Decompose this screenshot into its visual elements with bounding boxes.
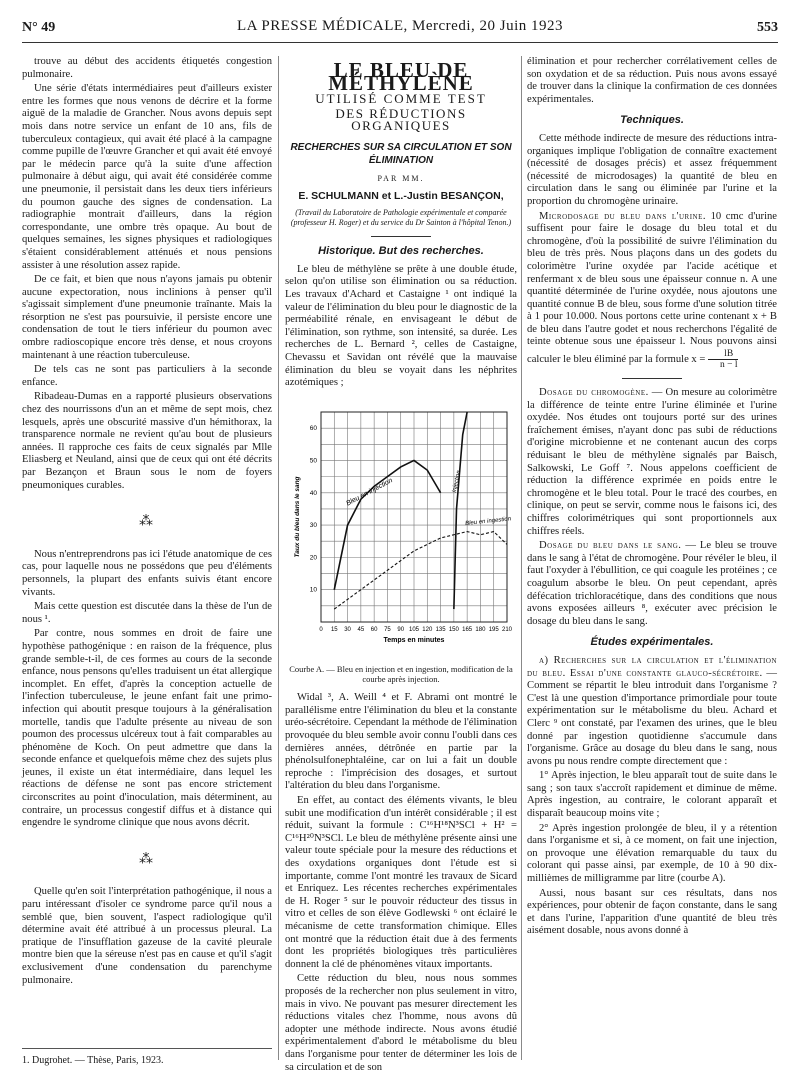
paragraph: Widal ³, A. Weill ⁴ et F. Abrami ont montré le parallélisme entre l'élimination du bleu et la constante uréo-sécrétoire. Cependant la méthode de l'élimination provoquée du bleu semble avoir connu l'oubli dans ces dernières années, détrônée en partie par la phénolsulfonephtaléine, car on lui a fait un double reproche : l'imprécision des dosages, et surtout l'altération du bleu dans l'organisme. <box>285 692 517 792</box>
article-title: LE BLEU DE MÉTHYLÈNE <box>328 58 474 95</box>
paragraph: Quelle qu'en soit l'interprétation pathogénique, il nous a paru intéressant d'isoler ce syndrome parce qu'il nous a semblé que, bien souvent, l'aspect radiologique qu'il détermine avait été attribué à un processus pleural. La pratique de l'insufflation gazeuse de la cavité pleurale montre bien que la séreuse n'est pas en cause et qu'il s'agit exclusivement d'une condensation du parenchyme pulmonaire. <box>22 886 272 986</box>
series-line <box>334 531 507 609</box>
run-in-heading: Dosage du chromogène. <box>539 387 649 399</box>
footnote: 1. Dugrohet. — Thèse, Paris, 1923. <box>22 1048 272 1066</box>
chart-caption: Courbe A. — Bleu en injection et en ingestion, modification de la courbe après injection. <box>289 664 513 685</box>
paragraph-text: — On mesure au colorimètre la différence de teinte entre l'urine éliminée et l'urine oxydée. Nos études ont toujours porté sur des urines fraîchement émises, n'ayant donc pas subi de réductions d'origine microbienne et ne contenant aucun des corps réduisant le bleu de méthylène signalés par Baisch, Salkowski, Le Goff ⁷. Nous appelons coefficient de réduction la différence exprimée en poids entre le chromogène et le bleu total. Pour le tracé des courbes, en clinique, on peut se servir, comme nous le faisons ici, des chiffres colorimétriques qui sont proportionnels aux chiffres réels. <box>527 387 777 537</box>
y-tick-label: 10 <box>309 586 317 594</box>
y-tick-label: 40 <box>309 489 317 497</box>
series-label: Bleu en injection <box>345 476 394 508</box>
x-tick-label: 150 <box>448 626 459 633</box>
col1-paragraphs-3 <box>22 886 272 987</box>
paragraph <box>527 655 777 768</box>
formula-denominator: n − l <box>720 360 738 371</box>
formula <box>708 349 738 370</box>
affiliation: (Travail du Laboratoire de Pathologie expérimentale et comparée (professeur H. Roger) et du service du Dr Sainton à l'hôpital Tenon.) <box>290 208 512 228</box>
x-tick-label: 90 <box>397 626 405 633</box>
paragraph: Une série d'états intermédiaires peut d'ailleurs exister entre les formes que nous venons de décrire et la forme aiguë de la maladie de Grancher. Nous avons depuis sept mois dans notre service un enfant de 10 ans, fils de tuberculeux contagieux, qui avait été placé à la campagne comme pupille de l'œuvre Grancher et qui avait été envoyé par le médecin parce qu'à la suite d'une affection pulmonaire à début aigu, qui avait été considérée comme une pneumonie, il persistait dans les deux tiers inférieurs du poumon gauche des signes de condensation. La radiographie montrait d'ailleurs, dans la région correspondante, une ombre très opaque. Au bout de quelques semaines, les signes physiques et radiologiques s'étaient considérablement atténués et nous pensions assister à une résolution assez rapide. <box>22 83 272 271</box>
x-tick-label: 120 <box>422 626 433 633</box>
paragraph: 2° Après ingestion prolongée de bleu, il y a rétention dans l'organisme et si, à ce moment, on fait une injection, on provoque une élévation remarquable du taux du colorant qui passe ainsi, par exemple, de 10 à 90 dix-millièmes de milligramme par litre (courbe A). <box>527 822 777 885</box>
article-heading <box>285 58 517 237</box>
paragraph: De ce fait, et bien que nous n'ayons jamais pu obtenir aucune expectoration, nous inclinions à penser qu'il s'agissait simplement d'une pneumonie traînante. Mais la résorption ne s'est pas poursuivie, il persiste encore une condensation de tout le tiers inférieur du poumon avec ombre radioscopique encore très dense, et nous croyons maintenant à une réaction tuberculeuse. <box>22 274 272 361</box>
authors: E. SCHULMANN et L.-Justin BESANÇON, <box>298 189 504 202</box>
x-tick-label: 30 <box>344 626 351 633</box>
asterism: ⁂ <box>139 851 155 867</box>
journal-title: LA PRESSE MÉDICALE, Mercredi, 20 Juin 1923 <box>237 18 563 34</box>
paragraph: Aussi, nous basant sur ces résultats, dans nos expériences, pour obtenir de façon constante, dans le sang et dans l'urine, l'apparition d'une quantité de bleu très aisément dosable, nous avons donné à <box>527 887 777 937</box>
paragraph: 1° Après injection, le bleu apparaît tout de suite dans le sang ; son taux s'accroît rapidement et diminue de même. Après ingestion, au contraire, le colorant apparaît et disparaît beaucoup moins vite ; <box>527 770 777 820</box>
paragraph: élimination et pour rechercher corrélativement celles de son oxydation et de sa réduction. Puis nous avons essayé de trouver dans la clinique la confirmation de ces données expérimentales. <box>527 56 777 105</box>
paragraph-text: — Comment se répartit le bleu introduit dans l'organisme ? C'est là une question d'importance primordiale pour toute expérimentation sur le métabolisme du bleu. Achard et Clerc ⁹ ont constaté, par l'examen des urines, que le bleu donné par ingestion quotidienne s'accumule dans l'organisme. Grâce au dosage du bleu dans le sang, nous avons pu nous rendre compte directement que : <box>527 667 777 767</box>
x-tick-label: 45 <box>357 626 365 633</box>
column-middle <box>285 56 517 1076</box>
x-tick-label: 60 <box>370 626 378 633</box>
byline-par: PAR MM. <box>377 173 425 183</box>
x-tick-label: 195 <box>488 626 499 633</box>
run-in-heading: a) Recherches sur la circulation et l'élimination du bleu. Essai d'une constante glauco-sécrétoire. <box>527 654 777 679</box>
curve-a-chart <box>285 398 517 658</box>
paragraph-text: — Le bleu se trouve dans le sang à l'état de chromogène. Pour révéler le bleu, il faut l'oxyder à l'ébullition, ce qui coagule les protéines ; ce coagulum absorbe le bleu. On peut cependant, après défécation trichloracétique, dans des conditions que nous avons exposées ailleurs ⁸, exécuter avec précision le dosage du bleu dans le sang. <box>527 540 778 627</box>
col1-paragraphs-2 <box>22 549 272 830</box>
y-axis-label: Taux du bleu dans le sang <box>294 476 301 558</box>
x-axis-label: Temps en minutes <box>383 636 445 644</box>
x-tick-label: 135 <box>435 626 446 633</box>
section-heading: Études expérimentales. <box>590 636 714 649</box>
paragraph: Nous n'entreprendrons pas ici l'étude anatomique de ces cas, pour laquelle nous ne possédons que peu d'éléments personnels, la plupart des enfants suivis étant encore vivants. <box>22 548 272 598</box>
column-left <box>22 56 272 1060</box>
asterism: ⁂ <box>139 514 155 530</box>
section-heading: Historique. But des recherches. <box>318 245 484 258</box>
y-tick-label: 60 <box>309 424 317 432</box>
x-tick-label: 105 <box>408 626 420 633</box>
paragraph: Cette réduction du bleu, nous nous sommes proposés de la rechercher non plus seulement in vitro, mais in vivo. Ne pouvant pas mesurer directement les réductions vitales chez l'homme, nous avons dû adopter une méthode indirecte. Nous avons étudié expérimentalement d'abord le métabolisme du bleu dans l'organisme pour tenter de déterminer les lois de sa circulation et de son <box>285 973 517 1073</box>
paragraph <box>527 211 777 371</box>
article-subtitle: DES RÉDUCTIONS ORGANIQUES <box>335 105 467 134</box>
y-tick-label: 20 <box>309 554 317 562</box>
paragraph-text: 10 cmc d'urine suffisent pour faire le dosage du bleu total et du chromogène, d'où la possibilité de suivre l'élimination du bleu de très près. Nous plaçons dans un des godets du colorimètre l'urine oxydée par l'acide acétique et renfermant x de bleu sous une épaisseur connue n. A une quantité déterminée de l'urine oxydée, nous ajoutons une quantité connue B de bleu, sous forme d'une solution titrée à 1 pour 10.000. Nous portons cette urine contenant x + B de bleu dans l'autre godet et nous recherchons l'égalité de teinte obtenue sous une épaisseur l. Nous pouvons ainsi calculer le bleu éliminé par la formule x = <box>527 210 778 365</box>
series-label: Injection <box>451 469 463 493</box>
article-subtitle: UTILISÉ COMME TEST <box>315 91 487 107</box>
section-heading: Techniques. <box>620 114 684 127</box>
x-tick-label: 180 <box>475 626 486 633</box>
column-divider <box>278 56 279 1060</box>
x-tick-label: 0 <box>319 626 323 633</box>
column-divider <box>521 56 522 1060</box>
paragraph: En effet, au contact des éléments vivants, le bleu subit une modification d'un intérêt considérable ; il est réduit, suivant la formule : C¹⁶H¹⁸N³SCl + H² = C¹⁶H²⁰N³SCl. Le bleu de méthylène présente ainsi une valeur toute spéciale pour la mesure des réductions et des oxydations organiques dont l'étude est si importante, comme l'ont montré les travaux de Sicard et Enriquez. Les récentes recherches expérimentales de H. Roger ⁵ sur le pouvoir réducteur des tissus in vitro et celles de son élève Godlewski ⁶ ont éclairé le mécanisme de cette transformation chimique. Elles ont montré que la réduction était due à des ferments dont les propriétés biologiques très particulières donnent la clé de phénomènes vitaux importants. <box>285 795 517 970</box>
paragraph: Mais cette question est discutée dans la thèse de l'un de nous ¹. <box>22 601 272 625</box>
paragraph: Le bleu de méthylène se prête à une double étude, selon qu'on utilise son élimination ou sa réduction. Les travaux d'Achard et Castaigne ¹ ont indiqué la valeur de l'élimination du bleu pour le diagnostic de la perméabilité rénale, en envisageant le début de l'élimination, son rythme, son intensité, sa durée. Les recherches de L. Bernard ², celles de Castaigne, Chevassu et Savidan ont révélé que la mauvaise élimination du bleu se voyait dans les néphrites azotémiques ; <box>285 263 517 389</box>
x-tick-label: 75 <box>384 626 391 633</box>
col2-paragraphs <box>285 692 517 1074</box>
y-tick-label: 30 <box>309 521 317 529</box>
title-rule <box>371 236 431 237</box>
issue-number: N° 49 <box>22 20 56 35</box>
paragraph <box>527 540 777 628</box>
paragraph: Cette méthode indirecte de mesure des réductions intra-organiques implique l'obligation de connaître exactement (nécessité de dosages précis) et assez fréquemment (nécessité de microdosages) la quantité de bleu en circulation dans le sang ou éliminée par l'urine et la proportion du chromogène urinaire. <box>527 132 777 207</box>
page-number: 553 <box>757 20 778 35</box>
paragraph: Ribadeau-Dumas en a rapporté plusieurs observations chez des nourrissons d'un an et même de sept mois, chez lesquels, après une obscurité massive d'un hémithorax, la transparence normale ne revient qu'au bout de plusieurs années. Il rapproche ces faits de ceux signalés par Mlle Eliasberg et Neuland, ainsi que de ceux qui ont été décrits par Bezançon et Braun sous le nom de foyers pneumoniques curables. <box>22 391 272 491</box>
run-in-heading: Microdosage du bleu dans l'urine. <box>539 210 707 222</box>
run-in-heading: Dosage du bleu dans le sang. <box>539 540 682 552</box>
paragraph <box>527 387 777 538</box>
formula-numerator: lB <box>708 349 738 360</box>
divider <box>622 378 682 379</box>
x-tick-label: 210 <box>501 626 513 633</box>
paragraph: trouve au début des accidents étiquetés congestion pulmonaire. <box>22 56 272 80</box>
x-tick-label: 15 <box>330 626 338 633</box>
column-right <box>527 56 777 1060</box>
page-header <box>22 14 778 40</box>
paragraph: Par contre, nous sommes en droit de faire une hypothèse pathogénique : en raison de la fréquence, plus grande semble-t-il, de ces formes au cours de la seconde enfance, nous pensons qu'elles traduisent un état allergique incomplet. En effet, d'après la conception actuelle de l'infection tuberculeuse, le jeune enfant fait une primo-infection qui aboutit presque toujours à la généralisation mortelle, tandis que l'adulte présente au niveau de son poumon des processus ulcéreux tout à fait comparables au phénomène de Koch. On peut admettre que dans la seconde enfance et quelquefois même chez des sujets plus jeunes, il existe un état intermédiaire, dans lequel les réactions de défense ne sont pas encore strictement circonscrites au point d'inoculation, mais déterminent, au contraire, un processus congestif diffus et à distance qui engendre le syndrome clinique que nous avons décrit. <box>22 628 273 829</box>
col1-paragraphs <box>22 56 272 492</box>
paragraph: De tels cas ne sont pas particuliers à la seconde enfance. <box>22 364 272 388</box>
article-subtitle: RECHERCHES SUR SA CIRCULATION ET SON ÉLIMINATION <box>290 141 512 166</box>
y-tick-label: 50 <box>309 457 317 465</box>
header-rule <box>22 42 778 43</box>
x-tick-label: 165 <box>462 626 473 633</box>
series-label: Bleu en ingestion <box>464 515 512 527</box>
series-line <box>451 412 467 609</box>
